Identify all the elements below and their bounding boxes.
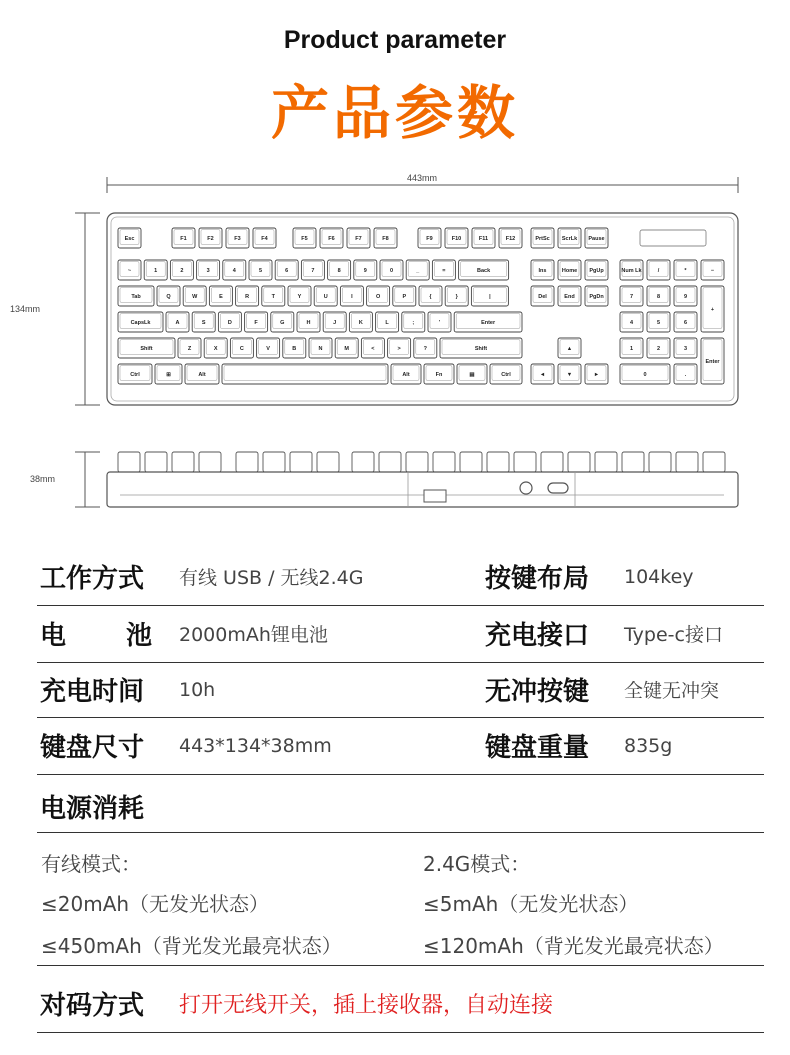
key-legend: R <box>245 294 250 300</box>
side-keycap <box>487 452 509 472</box>
key-legend: 5 <box>656 320 661 326</box>
key-legend: Fn <box>435 372 443 378</box>
key-legend: N <box>318 346 323 352</box>
wireless-idle-consumption: ≤5mAh（无发光状态） <box>423 892 639 916</box>
key-legend: W <box>192 294 198 300</box>
side-keycap <box>433 452 455 472</box>
key-legend: O <box>375 294 381 300</box>
title-chinese: 产品参数 <box>270 79 519 147</box>
key-legend: | <box>489 294 491 300</box>
pairing-row <box>37 975 764 1033</box>
wired-max-consumption: ≤450mAh（背光发光最亮状态） <box>41 934 342 958</box>
side-keycap <box>379 452 401 472</box>
side-keycap <box>145 452 167 472</box>
key-legend: ▲ <box>566 346 573 352</box>
side-keycap <box>595 452 617 472</box>
width-dimension-label: 443mm <box>406 173 438 183</box>
side-keycap <box>236 452 258 472</box>
key-legend: U <box>323 294 328 300</box>
side-keycap <box>199 452 221 472</box>
key-legend: 3 <box>206 268 210 274</box>
key-legend: 7 <box>629 294 634 300</box>
key-legend: B <box>292 346 297 352</box>
key-legend: F10 <box>451 236 462 242</box>
spec-row-2 <box>37 605 764 663</box>
key-legend: ~ <box>127 268 132 274</box>
key-legend: F8 <box>382 236 389 242</box>
key-legend: Del <box>538 294 547 300</box>
key-legend: CapsLk <box>130 320 151 326</box>
title-english: Product parameter <box>283 26 507 54</box>
key-legend: _ <box>416 268 420 274</box>
key-legend: = <box>442 268 446 274</box>
key-legend: End <box>564 294 575 300</box>
key-legend: Alt <box>198 372 206 378</box>
key-legend: 8 <box>337 268 341 274</box>
spec-row-3 <box>37 662 764 718</box>
key-legend: M <box>344 346 349 352</box>
key-legend: { <box>429 294 432 300</box>
key-legend: ▤ <box>469 372 475 378</box>
spec-value: 10h <box>179 678 216 701</box>
power-label: 电源消耗 <box>40 793 145 824</box>
key-legend: ' <box>438 320 441 326</box>
key-legend: T <box>271 294 275 300</box>
key-legend: − <box>710 268 715 274</box>
key-legend: 2 <box>180 268 184 274</box>
key-legend: G <box>280 320 285 326</box>
key-legend: 0 <box>389 268 394 274</box>
spec-value: 全键无冲突 <box>624 680 720 702</box>
spec-label: 键盘重量 <box>485 733 590 763</box>
spec-label: 无冲按键 <box>485 677 590 707</box>
key-legend: ScrLk <box>561 236 578 242</box>
key-legend: ⊞ <box>166 372 171 378</box>
key-legend: S <box>201 320 206 326</box>
key-legend: > <box>397 346 401 352</box>
spec-value: 443*134*38mm <box>179 734 332 757</box>
key-legend: F4 <box>261 236 268 242</box>
key-legend: Enter <box>705 359 720 365</box>
key-legend: Ctrl <box>130 372 140 378</box>
key-legend: F2 <box>207 236 214 242</box>
key-legend: Shift <box>474 346 488 352</box>
key-legend: . <box>684 372 687 378</box>
wired-mode-title: 有线模式： <box>41 852 141 876</box>
key-legend: L <box>385 320 389 326</box>
key-legend: X <box>213 346 218 352</box>
key-legend: 3 <box>683 346 688 352</box>
key-legend: PrtSc <box>535 236 550 242</box>
side-keycap <box>317 452 339 472</box>
side-keycap <box>703 452 725 472</box>
side-keycap <box>172 452 194 472</box>
key-legend: A <box>175 320 180 326</box>
spec-label: 充电时间 <box>40 677 145 707</box>
spec-label: 电池 <box>40 621 213 651</box>
key-legend: } <box>455 294 458 300</box>
key-legend: V <box>266 346 270 352</box>
key-legend: 9 <box>683 294 688 300</box>
key-legend: 1 <box>154 268 158 274</box>
side-keycap <box>649 452 671 472</box>
key-legend: F6 <box>328 236 335 242</box>
key-legend: F5 <box>301 236 308 242</box>
side-keycap <box>263 452 285 472</box>
pairing-label: 对码方式 <box>40 991 145 1021</box>
key-legend: C <box>239 346 244 352</box>
key-legend: Num Lk <box>621 268 642 274</box>
height-dimension-label: 38mm <box>30 474 56 484</box>
spec-value: 835g <box>624 734 673 757</box>
key-legend: Home <box>561 268 578 274</box>
keyboard-diagram <box>0 160 790 530</box>
key-legend: ◄ <box>539 372 546 378</box>
spec-value: 有线 USB / 无线2.4G <box>179 567 364 589</box>
key-legend: P <box>402 294 407 300</box>
key-legend: H <box>306 320 311 326</box>
key-legend: 7 <box>311 268 315 274</box>
key-legend: F <box>254 320 258 326</box>
key-legend: E <box>219 294 223 300</box>
spec-label: 按键布局 <box>485 564 590 594</box>
key-legend: F3 <box>234 236 241 242</box>
side-keycap <box>568 452 590 472</box>
key-legend: Tab <box>131 294 141 300</box>
key-legend: Shift <box>140 346 153 352</box>
key-legend: 0 <box>643 372 647 378</box>
side-keycap <box>290 452 312 472</box>
key-legend: 9 <box>363 268 367 274</box>
key-legend: PgDn <box>589 294 604 300</box>
key-legend: 6 <box>683 320 688 326</box>
spec-label: 工作方式 <box>40 564 145 594</box>
side-keycap <box>406 452 428 472</box>
key-legend: 1 <box>629 346 634 352</box>
key-legend: PgUp <box>589 268 604 274</box>
key-legend: Esc <box>124 236 135 242</box>
key-legend: I <box>351 294 353 300</box>
spec-value: 104key <box>624 565 694 588</box>
key-legend: ▼ <box>566 372 573 378</box>
pairing-value: 打开无线开关，插上接收器，自动连接 <box>179 993 554 1018</box>
keycap <box>222 364 388 384</box>
key-legend: 4 <box>629 320 634 326</box>
key-legend: F1 <box>180 236 187 242</box>
spec-value: 2000mAh锂电池 <box>179 624 328 646</box>
key-legend: Z <box>187 346 192 352</box>
key-legend: Ctrl <box>501 372 511 378</box>
key-legend: 5 <box>258 268 263 274</box>
key-legend: F12 <box>505 236 516 242</box>
spec-label: 充电接口 <box>485 621 590 651</box>
spec-label: 键盘尺寸 <box>40 733 145 763</box>
spec-row-1 <box>37 548 764 606</box>
key-legend: Y <box>297 294 302 300</box>
key-legend: * <box>684 268 687 274</box>
key-legend: 6 <box>285 268 289 274</box>
spec-row-4 <box>37 717 764 775</box>
wireless-max-consumption: ≤120mAh（背光发光最亮状态） <box>423 934 724 958</box>
key-legend: 8 <box>656 294 661 300</box>
key-legend: + <box>710 307 715 313</box>
spec-value: Type-c接口 <box>624 624 723 646</box>
side-keycap <box>676 452 698 472</box>
side-keycap <box>352 452 374 472</box>
key-legend: / <box>657 268 660 274</box>
key-legend: ; <box>412 320 415 326</box>
key-legend: 2 <box>656 346 661 352</box>
wired-idle-consumption: ≤20mAh（无发光状态） <box>41 892 270 916</box>
key-legend: F7 <box>355 236 362 242</box>
key-legend: K <box>358 320 363 326</box>
key-legend: D <box>227 320 232 326</box>
key-legend: F11 <box>478 236 489 242</box>
side-keycap <box>541 452 563 472</box>
key-legend: Back <box>477 268 491 274</box>
key-legend: ? <box>423 346 427 352</box>
key-legend: ► <box>593 372 600 378</box>
side-keycap <box>622 452 644 472</box>
side-keycap <box>118 452 140 472</box>
key-legend: F9 <box>426 236 433 242</box>
key-legend: Enter <box>481 320 496 326</box>
key-legend: 4 <box>232 268 236 274</box>
side-keycap <box>514 452 536 472</box>
key-legend: < <box>371 346 375 352</box>
wireless-mode-title: 2.4G模式： <box>423 852 531 876</box>
side-keycap <box>460 452 482 472</box>
key-legend: Q <box>166 294 171 300</box>
key-legend: Alt <box>402 372 410 378</box>
power-section <box>37 774 764 966</box>
key-legend: Pause <box>588 236 605 242</box>
key-legend: J <box>333 320 337 326</box>
depth-dimension-label: 134mm <box>10 304 41 314</box>
key-legend: Ins <box>538 268 547 274</box>
